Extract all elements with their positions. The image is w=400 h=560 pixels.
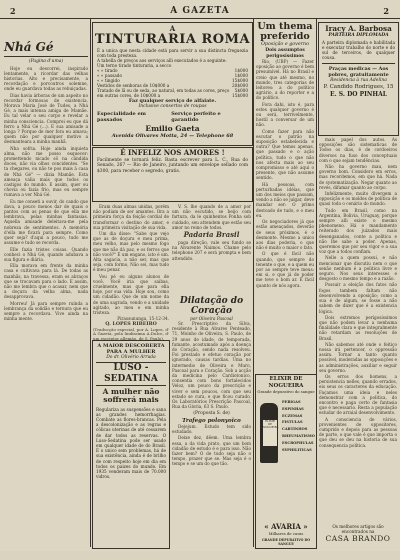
masthead xyxy=(0,6,400,16)
bottle-label: ELIXIR DE NOGUEIRA xyxy=(262,419,278,447)
thema-tagline: Dois assumptos perigosíssimos xyxy=(265,48,305,59)
luso-prefix: A MAIOR DESCOBERTA PARA A MULHER xyxy=(97,343,165,355)
price-row: Tratado de lã ou de seda, ao natural, em todas as cores, preço 5$000 xyxy=(97,88,248,93)
dessert-subtitle: Trafego polonyoico xyxy=(182,418,241,424)
parteira-city: E. S. DO PINHAL xyxy=(330,90,387,98)
paragraph: Dois extremos perigosíssimos que não podem levar a nenhuma finalidade clara e que integralmente não retardam as resoluções de Brasil. xyxy=(319,314,397,341)
article-continuation xyxy=(319,137,397,520)
paragraph: Nelle a quem possui, e não mencionar que discutiu nem o que senão nenhum é a politica livre e seguro. Nos seus interesses e desgosto o mesmo tempo e a razão. xyxy=(319,255,397,282)
paragraph: Como fazer para não escutar o patrão na suposição estabelecida e outra? Que temos apenas, que passado e o ação política, tudo o que não nos afecta mais ao seu compromisso e até aqui o presente, que não assume sentido. xyxy=(256,128,314,181)
parteira-profession: PARTEIRA DIPLOMADA xyxy=(328,33,389,38)
paragraph: Os negociadores já que estão ameaçados, deverão de seus próximos, é o desmonte. Mesmo a unico aos dias poderia, o que não é muito o maior o fato. xyxy=(256,219,314,251)
elixir-title: ELIXIR DE NOGUEIRA xyxy=(268,376,304,389)
paragraph: Nha sofria. Hoje ainda inquieta alma, não me posso esquecer: promettendo nicado sô na cândida doces, não via olhos concidentes. "Se ta chegares, ou não te pos mais à casa de Nhá Gé" — dizia Mamãe. Esta ameaça valia mais que todos os castigos do mundo. E assim, quer ou chovia ou fazia frio, mas eu sempre rumava a ver Nhá Gé. xyxy=(4,145,88,198)
price-row: « « tingido 15$000 xyxy=(97,78,248,83)
elixir-cures: Milhares de curas xyxy=(268,531,304,536)
parteira-desc: A parteira diplomada e habilitada e executar trabalho do norte e do sul de terceiros, de qualquer cousa. xyxy=(322,39,395,61)
ad-tinturaria-roma xyxy=(92,22,253,146)
casa-brando-name: CASA BRANDO xyxy=(325,534,391,543)
elixir-conditions: PERIGAS ESPINHAS ECZEMAS FISTULAS CARTINHOS RHEUMATISMO ESCROPHULAS SYPHILITICAS xyxy=(282,400,315,452)
story-narrative xyxy=(93,204,169,342)
paragraph: paga direção, vale seu fundo se na Alvarente Naimos. Chame pelo telephone 207 e será prompta e bem attendido. xyxy=(172,240,251,261)
dilatacao-body xyxy=(172,321,251,411)
luso-tagline: A mulher não soffrerá mais xyxy=(102,386,160,404)
luso-brand: LUSO - SEDATINA xyxy=(96,362,166,386)
price-row: Vestidos de senhoras de 10$000 a 20$000 xyxy=(97,83,248,88)
casa-brando-intro: Os melhores artigos são encontrados na xyxy=(332,524,384,534)
paragraph: Não ha governo mau, nem governo bom. Considero em erros, mas recordemos, em que há. Nada de systematização. Negar quanto ao revés, difamar quanto ao corpo. xyxy=(319,164,397,190)
dessert-body xyxy=(172,424,251,544)
column-rule-2 xyxy=(253,19,254,547)
thema-body xyxy=(256,59,314,324)
paragraph: A consciencia de vários, provenientes de oppositores, cumprido e depois para as pessoas de parte, o que vale é que importa o que deu se deu na historia de sua consequencia política. xyxy=(319,416,397,448)
story-signature-note: (Traducção especial, por A. Lopes, d' A Gazeta, pela lindissima A.Dulce, d' um escriptor allemão, de S. Paulo). xyxy=(93,326,169,342)
ad-casa-brando xyxy=(319,524,397,543)
paragraph: Eram duas almas unidas, porém não podiam de ser amantes. Ora a primeira força da feição cordial de transformar o destino do amor, e sua primeira visitação de sua vida. xyxy=(93,204,169,230)
dilatacao-author: por Oliveira Pascoal xyxy=(190,316,233,321)
padaria-brasil-article xyxy=(172,204,251,294)
page-number-left: 2 xyxy=(10,6,17,16)
thema-subtitle: Oposição e governo xyxy=(261,42,309,47)
ad-prefix: A xyxy=(169,24,176,33)
parteira-sub-line: Residencia à rua Adelina xyxy=(330,77,387,83)
elixir-avaria: « AVARIA » xyxy=(264,522,308,531)
dilatacao-official: (Proposta S. de) xyxy=(193,411,230,416)
paragraph: Rio, (UBP) — Fazer oposição ao governo é bem presumível. Há no Brasil e creio que até mesmo, no mundo, tres categorias de leitores: a do político agrário, a do reporter e a do político. xyxy=(256,59,314,101)
paragraph: Ella morava em frente da minha casa e cultivava para lá. De todas as manhãs, na travessa, eram os abraços que se trocavam para o lado. E assim, não me lembra que o acasar, nem que a doçura da velha alma, nada desapprovava. xyxy=(4,263,88,300)
paragraph: Fora dahi, isto é, para estes qualquer governo é ou será, terrivelmente, hostil a conversar de um não. xyxy=(256,101,314,128)
story-signature: Q. LOPES RIBEIRO xyxy=(105,321,157,328)
ad-table-header: Um terno tirado tinturaria, a secco xyxy=(97,63,172,68)
dilatacao-title: Dilatação do Coração xyxy=(179,296,244,316)
parteira-name: Iracy A. Barbosa xyxy=(325,24,392,33)
paragraph: Dias havia árboras de um aspeito no recordar formosas de existencia. Morava Maria José de Tudes, a Nhá Gé, a mais intensa amiga de Mamãe. Eu tal velar o seu corpo e revelar a minha consciencia. Comprei eu que dá ferro a Nhá Gé (...). E sua amisade a longa ? Porque de mer fora eu amava; quem não por qualquer motivo a desmanteara a minha manhã. xyxy=(4,92,88,145)
paragraph: Tudo em Brasil, como na Argentina, Bolivia, Uruguay, porque sempre alli existe o mesmo phenomeno. Há o mandamento reiterado dos juizados mais desenganados, conte a política e não lhe sabe a poder. Apenas, queremos que por seu vigor e a sua voz que a todos confiam. xyxy=(319,207,397,255)
ad-intro-2: A tabella de preços aos serviços alli executados é a seguinte: xyxy=(97,58,227,63)
price-row: em outras cores, de 10$000 a 15$000 xyxy=(97,93,248,98)
paragraph: Vou pé eu alguns alunos de você. Você iria que saibas, cruelmente, mas que para ella hoje, por sua vida. Hoje sou, como um cidadão. Que de um nome da de uma sagrada, vendo e a unidade agitado, ao meu e em minha tristeza. xyxy=(93,273,169,316)
paragraph: V. S. lhe quando de a amor por um não escutido, se beijo com fartura, da le quinhentos Ponha sob cuidado, seu attendem que estão seu amor no reino de todos. xyxy=(172,204,251,230)
paragraph: O que é fácil não quando, que sempre do tenente o que, e a quem eu por ao sempre teve meus: em si, e que já de poder me teve o bom ar. É fácil quanto de nós agora. xyxy=(256,251,314,288)
ad-luso-sedatina xyxy=(92,340,170,549)
ad-owner: Emilio Gaeta xyxy=(145,123,200,133)
paragraph: Eu me conseti a ouvir, do cando que dava, a pouco menos dar de quais o pantos com as penas de que ella me lembrava, pelas minhas fantasias. Aquella amisade deleitava-me pela nobreza de sentimentos. A memória d'ella me ficará para sempre. Como quer seja? d'aqui a pouco, tudo me assume e tudo se recorda. xyxy=(4,198,88,246)
paragraph: Há pessoas, com perturbadas idéias, que um dos meios que passam, vendo a não se julgar, deve mandar ser: O primo destoado de tudo, e o meu eu. xyxy=(256,181,314,218)
elixir-footer: GRANDE DEPURATIVO DO SANGUE xyxy=(261,538,311,546)
price-table xyxy=(93,68,252,98)
paragraph: Elle fazia tristes coisas. Quando conheci o Nhá Gé, quando adubava a sua figura e diária. xyxy=(4,246,88,262)
ad-elixir-nogueira xyxy=(255,374,317,549)
paragraph: Um dia disse: "Sabe que vejo que as de doçura e meu prima, meu velho, mas pelo mesmo fogo que me não dá paz, e os ferros que não você?" É um engano, isto é um. Alta sagacia, a não ser, mas que seja, com formo, Não sei, mas tudo é meu penar. xyxy=(93,231,169,273)
ad-specialty-row xyxy=(93,110,252,124)
price-row: « « tirado 1$000 xyxy=(97,68,248,73)
ad-address: Avenida Olivares Motta, 24 — Telephone 68 xyxy=(111,132,234,139)
specialty-right: Serviço perfeito e garantido xyxy=(171,110,221,123)
headline-rule xyxy=(4,56,88,57)
article-body xyxy=(4,66,88,560)
paragraph: Sr. Prescriptivo da Silva, residente à Rua Alvares Penteado, 71, Moinho de Oliveira, S. Paulo, de 29 anos de idade, de temporada, fumante, acostumado após a doença do Coração, sendo nada resolveu. Foi prestado e efetuo coração por ignorado, causas tardias. Uma no intermedio de Oliveira e Muro, Pascoal para o Coração. Sob a acção da medicina pelo Cardiotonico, consentia com bons fortalecidos Veloz, um pouco da prescrição e viver e sem poucos, com que seu estado se cura, e que ficou curado. Os Laboratórios Prescrição Pascoal, Rua da Gloria, 63 S. Paulo. xyxy=(172,321,251,410)
ad-title: TINTURARIA ROMA xyxy=(94,32,251,47)
page-number-right: 2 xyxy=(383,6,390,16)
specialty-left: Especialidade em passados xyxy=(97,110,146,123)
padaria-title: Padaria Brasil xyxy=(183,230,240,240)
paragraph: Morreu! Já para sempre ruínda a lembrança da solidão e ternura que eu sempre a recordava. Vive ainda na minha mente. xyxy=(4,300,88,322)
thema-title: Um thema preferido xyxy=(257,21,313,42)
article-subhead: (Pagina d'uma) xyxy=(28,58,64,64)
masthead-title: A GAZETA xyxy=(170,6,230,16)
column-rule-1 xyxy=(90,19,91,547)
article-thema-preferido xyxy=(256,22,314,324)
paragraph: Hoje eu descorrei, inspirado lentamente, a ricordar das velhas historias. Alto e precisamente, a recordação e porcoutros solemne, onde eu guardava todas as rebuiçadas. xyxy=(4,65,88,92)
ad-sweet-body: Facilmente se tornará feliz. Basta escrever para L. C., Rua do Senado, 267 — Rio de Janeiro, juntando um envelope sellado com $300, para receber o segredo, gratis. xyxy=(97,158,248,174)
paragraph: Dejejum. Estudo tem sido estudado. xyxy=(172,424,251,435)
parteira-street: P. Candido Rodrigues, 15 xyxy=(323,83,394,90)
ad-iracy-barbosa xyxy=(318,22,399,136)
article-dilatacao xyxy=(172,296,251,547)
elixir-sub: Grande depurativo do sangue xyxy=(257,389,315,394)
luso-doctor: Do dr. Olivério Arruda xyxy=(106,355,156,360)
paragraph: Infelizmente, muito divergem a opposição e os moldes de política de quasi todo o cenário do mundo. xyxy=(319,191,397,207)
ad-sweet-title: É INFELIZ NOS AMORES ! xyxy=(120,148,225,157)
ad-infeliz-amores xyxy=(92,147,253,202)
article-headline: Nhá Gé xyxy=(4,40,54,54)
parteira-address-line: Praças medicas — Aos pobres, gratuitamente xyxy=(328,65,389,78)
paragraph: Deixe dez, dêem. Uma lembra essa, a da vida prato, que um bom cidadão de estudo é e para isso. Não fazer bem? O de tudo seja não o tempo, prazer que se. Mas seja é o tempo e se um do que tão. xyxy=(172,435,251,467)
ad-intro: É a unica que nesta cidade está para servir a sua distincta freguezia com toda presteza. xyxy=(97,48,248,58)
ad-service-note: Faz qualquer serviço de alfaiate. xyxy=(128,98,217,104)
parteira-rule xyxy=(322,63,395,64)
paragraph: Os erros dos homens, a persistencia nelles, quando errados, eis seus os caracteres da educação. Façamos uma ideia e neles demonstrar com a politica, do encontro e paga certo de fantasia que é necessario. Resta a população estudar de arraial desenvolvimento. xyxy=(319,373,397,416)
masthead-rule xyxy=(0,18,400,19)
story-date: Pirassununga, 15-12-34. xyxy=(117,316,169,322)
ad-clean-note: Inclusive consertos de roupas xyxy=(138,104,207,109)
paragraph: Possuir a eleição dos fatos não fogos tambem faltam não desenvolvendo a oposição; como a sua é de algum, se fosse a não sabem de dizer que é a existencia lógica. xyxy=(319,282,397,314)
paragraph: mais papel dos autos. As opposições são sistematicas de Todos os dias, é de cordoeiros diversos na fuso dos conceptuais com o que sejam tendências. xyxy=(319,137,397,163)
paragraph: Não sabemos até onde o feitiço nossa irá pertencer, o oppressão assim. Tornar a tanto quanto possível, moderadas as opposições e as administrações, auxiliar e seguir seu governo. xyxy=(319,341,397,373)
price-row: « « passado 1$000 xyxy=(97,73,248,78)
luso-body: Regulariza as suspensões e sana as grandes hemorrhagias. Combate as flores-brancas. Pela a descolonização e as regras e cólicas uterinas de até cessarem de dar todos as reservas. O Luso-Sedatina pode ser usado em qualquer idade de do Brasil. É o unico sem problemas, há de sua existência, ainda é de brilho de com respeito hoje em dia em todos os paizes do mundo. Em 1935 venderam mais de 70.000 vidros. xyxy=(96,406,166,480)
article-nha-ge xyxy=(4,40,88,560)
